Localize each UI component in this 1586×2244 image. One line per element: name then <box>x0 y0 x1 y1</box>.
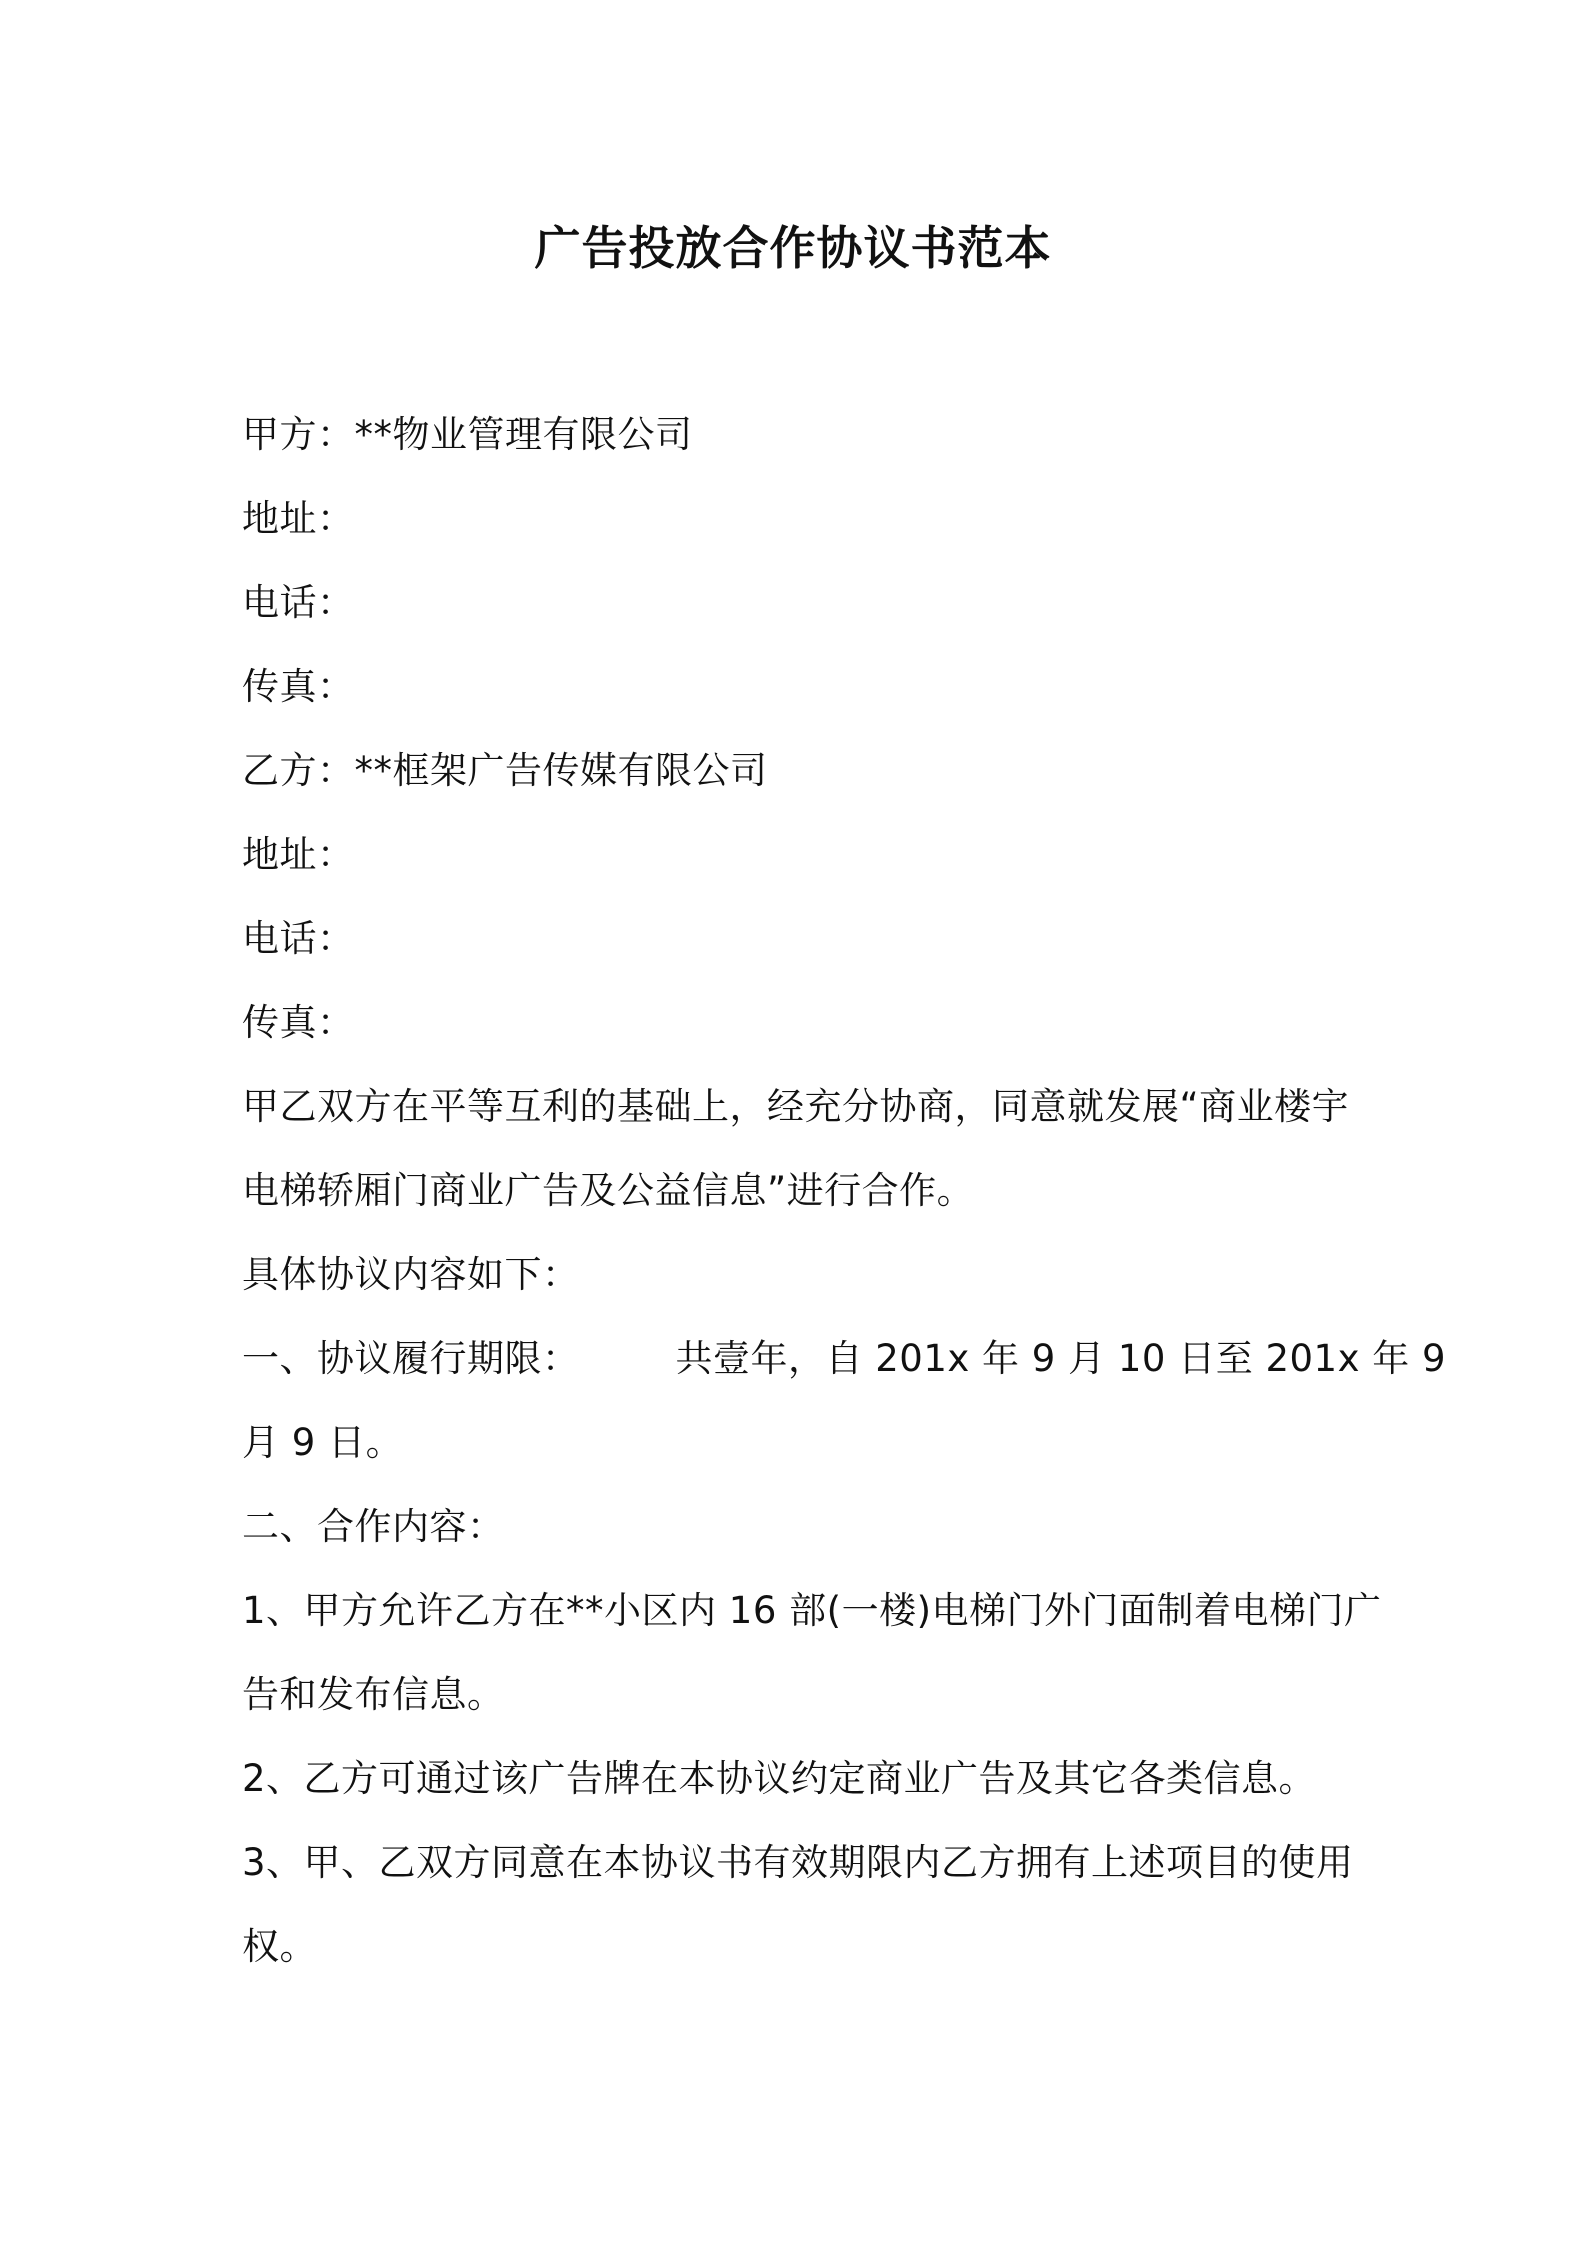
party-b-fax: 传真： <box>242 1001 355 1044</box>
item-2: 2、乙方可通过该广告牌在本协议约定商业广告及其它各类信息。 <box>242 1757 1317 1800</box>
party-a-phone: 电话： <box>242 581 355 624</box>
item-1-line-2: 告和发布信息。 <box>242 1673 505 1716</box>
party-b-name: 乙方：**框架广告传媒有限公司 <box>242 749 768 792</box>
intro-paragraph-line-1: 甲乙双方在平等互利的基础上，经充分协商，同意就发展“商业楼宇 <box>242 1085 1350 1128</box>
term-value: 共壹年，自 201x 年 9 月 10 日至 201x 年 9 <box>675 1337 1447 1380</box>
item-3-line-2: 权。 <box>242 1925 317 1968</box>
cooperation-heading: 二、合作内容： <box>242 1505 505 1548</box>
details-heading: 具体协议内容如下： <box>242 1253 580 1296</box>
document-title: 广告投放合作协议书范本 <box>534 221 1052 275</box>
party-b-address: 地址： <box>242 833 355 876</box>
intro-paragraph-line-2: 电梯轿厢门商业广告及公益信息”进行合作。 <box>242 1169 975 1212</box>
party-a-address: 地址： <box>242 497 355 540</box>
party-a-fax: 传真： <box>242 665 355 708</box>
term-line-1 <box>242 1334 1447 1384</box>
party-b-phone: 电话： <box>242 917 355 960</box>
item-1-line-1: 1、甲方允许乙方在**小区内 16 部(一楼)电梯门外门面制着电梯门广 <box>242 1589 1382 1632</box>
term-label: 一、协议履行期限： <box>242 1337 580 1380</box>
term-line-2: 月 9 日。 <box>242 1421 404 1464</box>
party-a-name: 甲方：**物业管理有限公司 <box>242 413 693 456</box>
item-3-line-1: 3、甲、乙双方同意在本协议书有效期限内乙方拥有上述项目的使用 <box>242 1841 1354 1884</box>
